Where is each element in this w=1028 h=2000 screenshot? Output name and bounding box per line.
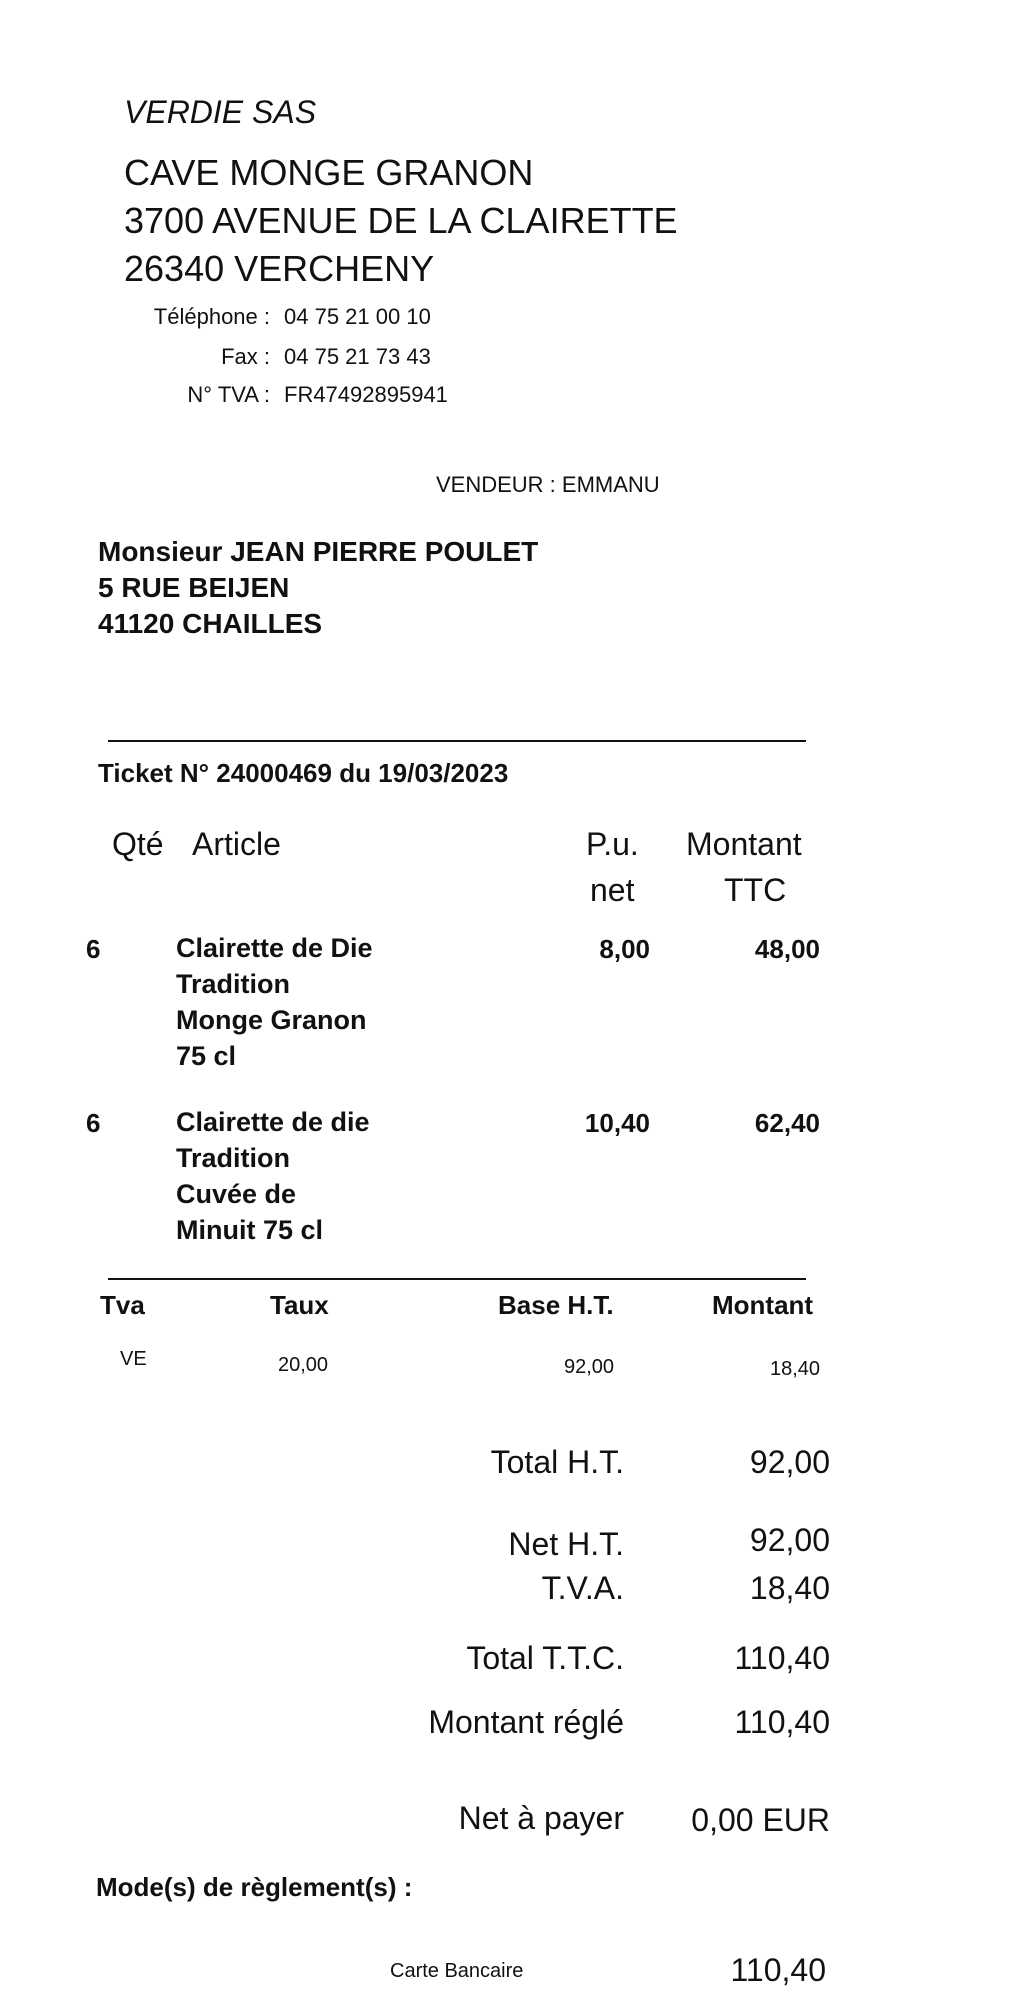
vat-header-amount: Montant — [712, 1290, 814, 1320]
vat-header-base: Base H.T. — [498, 1290, 614, 1320]
total-ht-label: Total H.T. — [490, 1444, 624, 1480]
tva-label: T.V.A. — [541, 1570, 624, 1606]
merchant-street: 3700 AVENUE DE LA CLAIRETTE — [124, 200, 678, 241]
vat-row-rate: 20,00 — [278, 1354, 329, 1376]
phone-label: Téléphone : — [153, 304, 270, 329]
amount-paid-label: Montant réglé — [428, 1704, 624, 1740]
header-unit-price-net: net — [590, 872, 635, 908]
seller: VENDEUR : EMMANU — [436, 472, 660, 497]
payment-amount: 110,40 — [730, 1952, 826, 1988]
divider-vat — [108, 1278, 806, 1280]
customer-street: 5 RUE BEIJEN — [98, 572, 290, 603]
amount-paid-value: 110,40 — [734, 1704, 830, 1740]
header-amount: Montant — [686, 826, 802, 862]
payment-label: Mode(s) de règlement(s) : — [96, 1872, 413, 1902]
item-1-line-3: Monge Granon — [176, 1005, 367, 1035]
item-2-line-4: Minuit 75 cl — [176, 1215, 324, 1245]
fax-value: 04 75 21 73 43 — [284, 344, 431, 369]
vat-header-rate: Taux — [270, 1290, 329, 1320]
merchant-company: VERDIE SAS — [124, 94, 317, 130]
fax-label: Fax : — [221, 344, 270, 369]
vat-row-code: VE — [120, 1348, 147, 1370]
item-1-line-4: 75 cl — [176, 1041, 237, 1071]
header-amount-ttc: TTC — [724, 872, 787, 908]
customer-city: 41120 CHAILLES — [98, 608, 323, 639]
item-1-unit-price: 8,00 — [599, 934, 650, 964]
customer-name: Monsieur JEAN PIERRE POULET — [98, 536, 539, 567]
total-ttc-value: 110,40 — [734, 1640, 830, 1676]
item-2-line-1: Clairette de die — [176, 1107, 370, 1137]
ticket-number: Ticket N° 24000469 du 19/03/2023 — [98, 758, 509, 788]
item-2-line-3: Cuvée de — [176, 1179, 297, 1209]
payment-method: Carte Bancaire — [390, 1960, 524, 1982]
item-1-description — [176, 930, 373, 1074]
item-1-line-1: Clairette de Die — [176, 933, 373, 963]
header-qty: Qté — [112, 826, 164, 862]
phone-value: 04 75 21 00 10 — [284, 304, 431, 329]
merchant-name: CAVE MONGE GRANON — [124, 152, 534, 193]
merchant-city: 26340 VERCHENY — [124, 248, 435, 289]
vat-number-label: N° TVA : — [187, 382, 270, 407]
item-1-amount: 48,00 — [754, 934, 820, 964]
vat-header-code: Tva — [100, 1290, 145, 1320]
net-to-pay-value: 0,00 EUR — [691, 1802, 830, 1838]
total-ttc-label: Total T.T.C. — [466, 1640, 624, 1676]
item-2-line-2: Tradition — [176, 1143, 290, 1173]
tva-value: 18,40 — [749, 1570, 830, 1606]
vat-row-amount: 18,40 — [770, 1358, 821, 1380]
item-1-qty: 6 — [86, 934, 101, 964]
divider-top — [108, 740, 806, 742]
header-unit-price: P.u. — [586, 826, 639, 862]
item-2-amount: 62,40 — [754, 1108, 820, 1138]
net-to-pay-label: Net à payer — [458, 1800, 624, 1836]
item-1-line-2: Tradition — [176, 969, 290, 999]
item-2-description — [176, 1104, 370, 1248]
net-ht-value: 92,00 — [749, 1522, 830, 1558]
item-2-qty: 6 — [86, 1108, 101, 1138]
header-article: Article — [192, 826, 281, 862]
total-ht-value: 92,00 — [749, 1444, 830, 1480]
net-ht-label: Net H.T. — [508, 1526, 624, 1562]
item-2-unit-price: 10,40 — [584, 1108, 650, 1138]
vat-row-base: 92,00 — [564, 1356, 615, 1378]
vat-number-value: FR47492895941 — [284, 382, 448, 407]
